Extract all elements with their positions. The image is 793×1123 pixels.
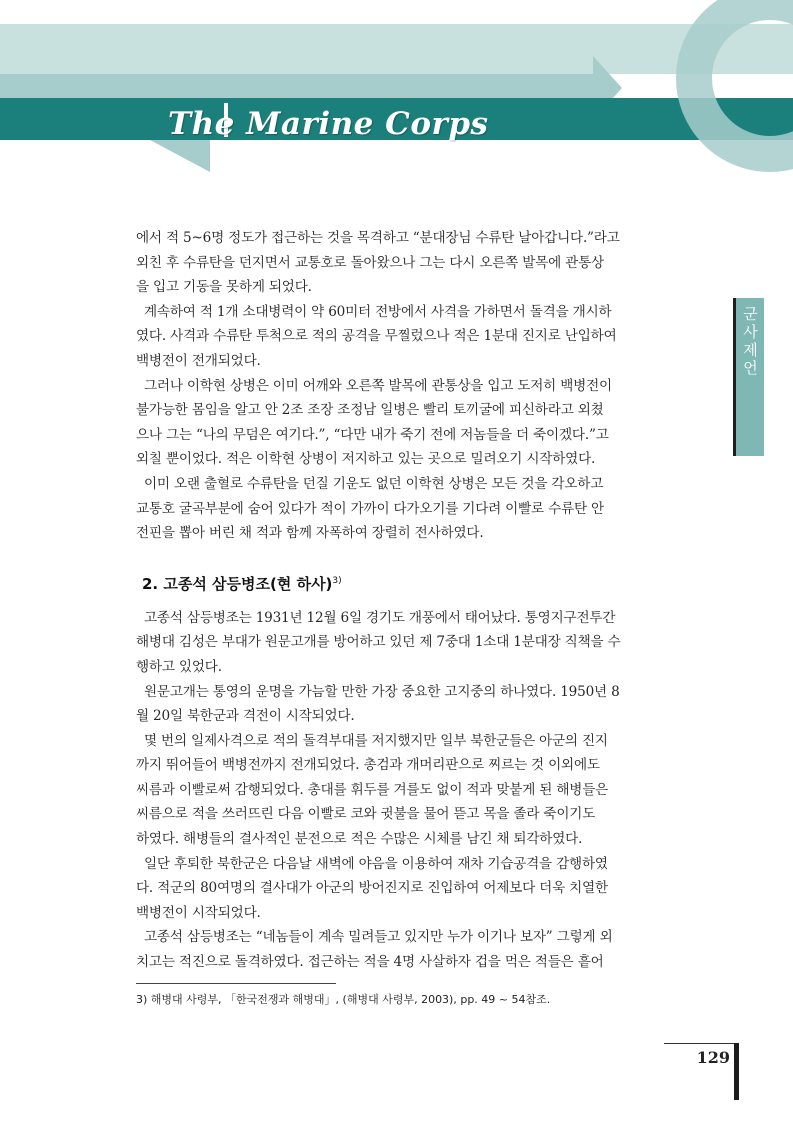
body-text bbox=[136, 226, 664, 975]
page-number: 129 bbox=[696, 1048, 730, 1067]
section-heading-text: 2. 고종석 삼등병조(현 하사) bbox=[142, 574, 333, 593]
page-number-rule bbox=[664, 1043, 734, 1044]
page-edge-bar bbox=[734, 1043, 739, 1100]
paragraph: 고종석 삼등병조는 “네놈들이 계속 밀려들고 있지만 누가 이기나 보자” 그렇게 외 치고는 적진으로 돌격하였다. 접근하는 적을 4명 사살하자 겁을 먹은 적들은 흩어 bbox=[136, 929, 613, 971]
paragraph: 그러나 이학현 상병은 이미 어깨와 오른쪽 발목에 관통상을 입고 도저히 백병전이 불가능한 몸임을 알고 안 2조 조장 조정남 일병은 빨리 토끼굴에 피신하라고 외쳤 으나 그는 “나의 무덤은 여기다.”, “다만 내가 죽기 전에 저놈들을 더 죽이겠다.”고 외칠 뿐이었다. 적은 이학현 상병이 저지하고 있는 곳으로 밀려오기 시작하였다. bbox=[136, 377, 612, 468]
header-banner bbox=[0, 0, 793, 180]
banner-top-strip bbox=[0, 24, 793, 74]
banner-arrow-tail bbox=[150, 140, 210, 172]
section-heading bbox=[136, 571, 664, 594]
paragraph: 고종석 삼등병조는 1931년 12월 6일 경기도 개풍에서 태어났다. 통영지구전투간 해병대 김성은 부대가 원문고개를 방어하고 있던 제 7중대 1소대 1분대장 직책을 수 행하고 있었다. bbox=[136, 609, 621, 675]
paragraph: 계속하여 적 1개 소대병력이 약 60미터 전방에서 사격을 가하면서 돌격을 개시하 였다. 사격과 수류탄 투척으로 적의 공격을 무찔렀으나 적은 1분대 진지로 난입하여 백병전이 전개되었다. bbox=[136, 303, 617, 369]
side-tab-label: 군사제언 bbox=[741, 306, 759, 378]
paragraph: 이미 오랜 출혈로 수류탄을 던질 기운도 없던 이학현 상병은 모든 것을 각오하고 교통호 굴곡부분에 숨어 있다가 적이 가까이 다가오기를 기다려 이빨로 수류탄 안 전핀을 뽑아 버린 채 적과 함께 자폭하여 장렬히 전사하였다. bbox=[136, 475, 604, 542]
header-title: The Marine Corps bbox=[168, 106, 489, 142]
paragraph: 일단 후퇴한 북한군은 다음날 새벽에 야음을 이용하여 재차 기습공격을 감행하였 다. 적군의 80여명의 결사대가 아군의 방어진지로 진입하여 어제보다 더욱 치열한 백병전이 시작되었다. bbox=[136, 855, 608, 921]
footnote: 3) 해병대 사령부, 「한국전쟁과 해병대」, (해병대 사령부, 2003), pp. 49 ~ 54참조. bbox=[136, 993, 551, 1006]
footnote-reference[interactable]: 3) bbox=[332, 575, 342, 586]
paragraph: 몇 번의 일제사격으로 적의 돌격부대를 저지했지만 일부 북한군들은 아군의 진지 까지 뛰어들어 백병전까지 전개되었다. 총검과 개머리판으로 찌르는 것 이외에도 씨름과 이빨로써 감행되었다. 총대를 휘두를 겨를도 없이 적과 맞붙게 된 해병들은 씨름으로 적을 쓰러뜨린 다음 이빨로 코와 귓불을 물어 뜯고 목을 졸라 죽이기도 하였다. 해병들의 결사적인 분전으로 적은 수많은 시체를 남긴 채 퇴각하였다. bbox=[136, 732, 609, 848]
paragraph: 에서 적 5~6명 정도가 접근하는 것을 목격하고 “분대장님 수류탄 날아갑니다.”라고 외친 후 수류탄을 던지면서 교통호로 돌아왔으나 그는 다시 오른쪽 발목에 관통상 을 입고 기동을 못하게 되었다. bbox=[136, 230, 620, 296]
side-section-tab bbox=[733, 298, 764, 456]
paragraph: 원문고개는 통영의 운명을 가늠할 만한 가장 중요한 고지중의 하나였다. 1950년 8 월 20일 북한군과 격전이 시작되었다. bbox=[136, 683, 620, 725]
footnote-divider bbox=[136, 983, 336, 984]
